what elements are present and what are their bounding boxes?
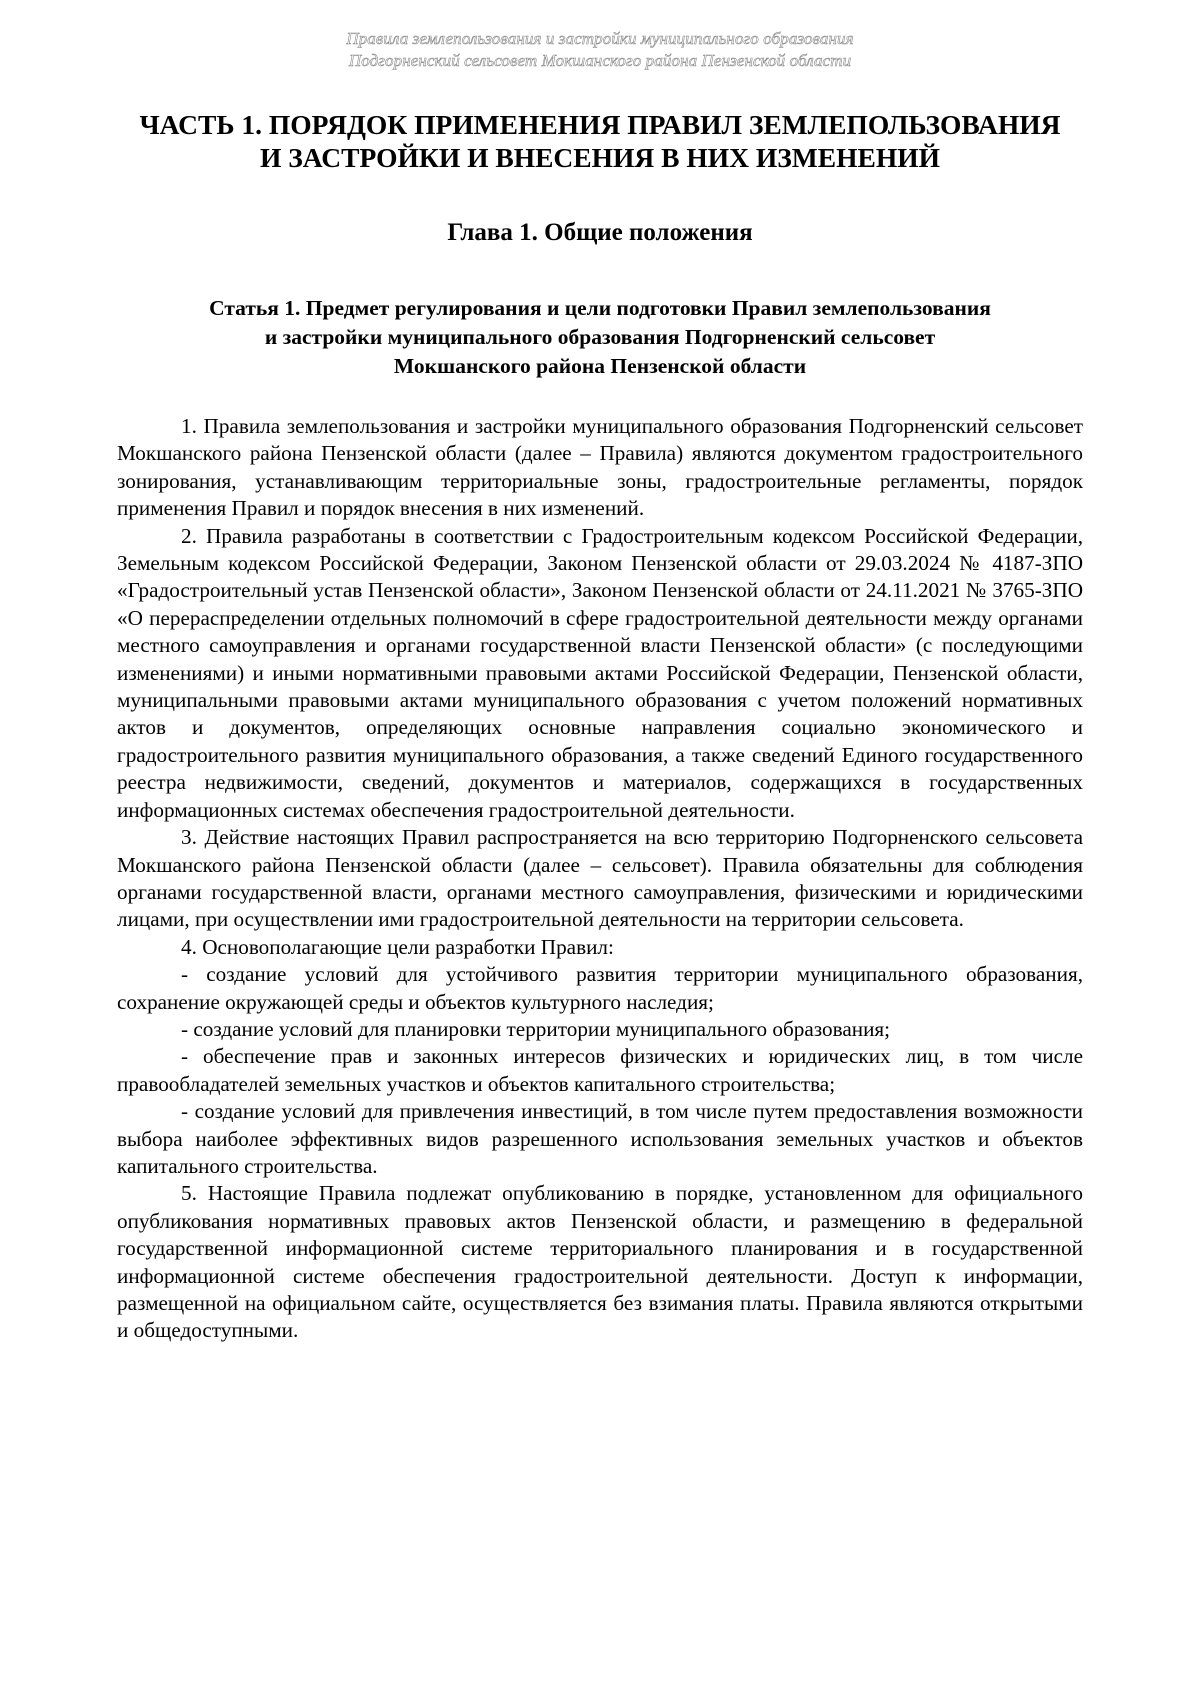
running-header xyxy=(0,28,1200,72)
running-header-line-1: Правила землепользования и застройки муниципального образования xyxy=(346,29,854,48)
list-item-goal-4: - создание условий для привлечения инвестиций, в том числе путем предоставления возможности выбора наиболее эффективных видов разрешенного использования земельных участков и объектов капитального строительства. xyxy=(117,1099,1083,1178)
part-title xyxy=(100,108,1100,174)
paragraph-5: 5. Настоящие Правила подлежат опубликованию в порядке, установленном для официального опубликования нормативных правовых актов Пензенской области, и размещению в федеральной государственной информационной системе территориального планирования и в государственной информационной системе обеспечения градостроительной деятельности. Доступ к информации, размещенной на официальном сайте, осуществляется без взимания платы. Правила являются открытыми и общедоступными. xyxy=(117,1181,1083,1343)
paragraph-2: 2. Правила разработаны в соответствии с Градостроительным кодексом Российской Федерации, Земельным кодексом Российской Федерации, Законом Пензенской области от 29.03.2024 № 4187-ЗПО «Градостроительный устав Пензенской области», Законом Пензенской области от 24.11.2021 № 3765-ЗПО «О перераспределении отдельных полномочий в сфере градостроительной деятельности между органами местного самоуправления и органами государственной власти Пензенской области» (с последующими изменениями) и иными нормативными правовыми актами Российской Федерации, Пензенской области, муниципальными правовыми актами муниципального образования с учетом положений нормативных актов и документов, определяющих основные направления социально экономического и градостроительного развития муниципального образования, а также сведений Единого государственного реестра недвижимости, сведений, документов и материалов, содержащихся в государственных информационных системах обеспечения градостроительной деятельности. xyxy=(117,523,1083,822)
paragraph-3: 3. Действие настоящих Правил распространяется на всю территорию Подгорненского сельсовета Мокшанского района Пензенской области (далее – сельсовет). Правила обязательны для соблюдения органами государственной власти, органами местного самоуправления, физическими и юридическими лицами, при осуществлении ими градостроительной деятельности на территории сельсовета. xyxy=(117,825,1083,932)
part-title-line-2: И ЗАСТРОЙКИ И ВНЕСЕНИЯ В НИХ ИЗМЕНЕНИЙ xyxy=(260,142,940,173)
list-item-goal-1: - создание условий для устойчивого развития территории муниципального образования, сохранение окружающей среды и объектов культурного наследия; xyxy=(117,962,1083,1014)
chapter-title: Глава 1. Общие положения xyxy=(447,219,753,246)
article-body xyxy=(117,413,1083,1345)
running-header-line-2: Подгорненский сельсовет Мокшанского района Пензенской области xyxy=(348,51,852,70)
article-title-line-2: и застройки муниципального образования Подгорненский сельсовет xyxy=(264,325,936,349)
part-title-line-1: ЧАСТЬ 1. ПОРЯДОК ПРИМЕНЕНИЯ ПРАВИЛ ЗЕМЛЕПОЛЬЗОВАНИЯ xyxy=(139,109,1061,140)
paragraph-1: 1. Правила землепользования и застройки муниципального образования Подгорненский сельсовет Мокшанского района Пензенской области (далее – Правила) являются документом градостроительного зонирования, устанавливающим территориальные зоны, градостроительные регламенты, порядок применения Правил и порядок внесения в них изменений. xyxy=(117,414,1083,521)
article-title-line-3: Мокшанского района Пензенской области xyxy=(393,354,807,378)
list-item-goal-3: - обеспечение прав и законных интересов физических и юридических лиц, в том числе правообладателей земельных участков и объектов капитального строительства; xyxy=(117,1044,1083,1096)
article-title-line-1: Статья 1. Предмет регулирования и цели подготовки Правил землепользования xyxy=(209,296,991,320)
paragraph-4: 4. Основополагающие цели разработки Правил: xyxy=(181,934,614,959)
list-item-goal-2: - создание условий для планировки территории муниципального образования; xyxy=(181,1016,891,1041)
article-title xyxy=(100,294,1100,381)
